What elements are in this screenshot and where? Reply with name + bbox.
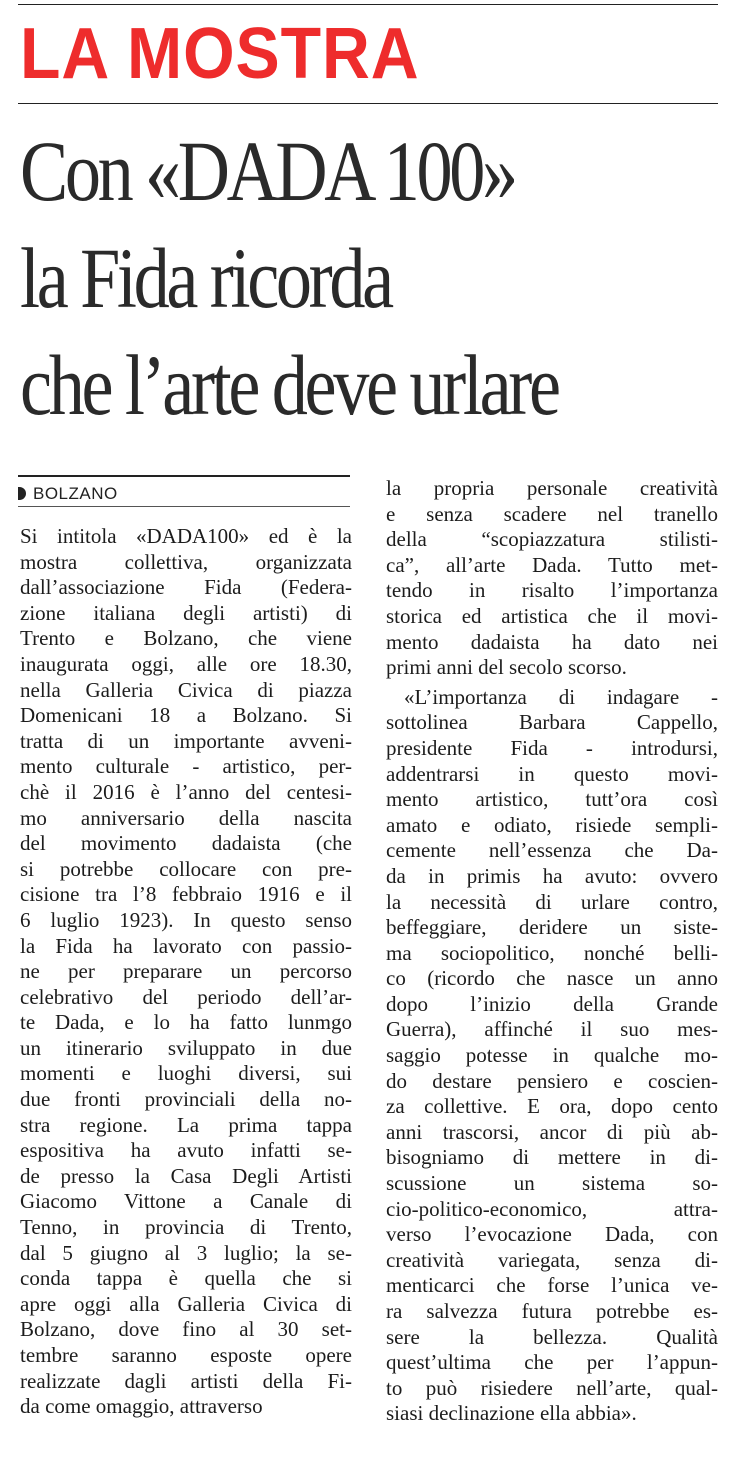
article-line: primi anni del secolo scorso. <box>386 655 627 680</box>
article-line: espositiva ha avuto infatti se- <box>20 1138 352 1163</box>
article-line: inaugurata oggi, alle ore 18.30, <box>20 651 352 676</box>
article-line: da in primis ha avuto: ovvero <box>386 863 718 888</box>
headline-line: che l’arte deve urlare <box>20 337 558 433</box>
dateline-marker-icon <box>18 487 26 500</box>
article-line: de presso la Casa Degli Artisti <box>20 1163 352 1188</box>
article-line: do destare pensiero e coscien- <box>386 1068 718 1093</box>
article-line: mo anniversario della nascita <box>20 805 352 830</box>
article-column-left <box>20 524 352 1420</box>
headline <box>20 118 734 439</box>
article-column-right <box>386 476 718 1427</box>
article-line: cio-politico-economico, attra- <box>386 1196 718 1221</box>
dateline-text: BOLZANO <box>33 484 118 503</box>
article-line: siasi declinazione ella abbia». <box>386 1401 637 1426</box>
article-line: Bolzano, dove fino al 30 set- <box>20 1317 352 1342</box>
article-line: Trento e Bolzano, che viene <box>20 626 352 651</box>
article-line: zione italiana degli artisti) di <box>20 600 352 625</box>
article-line: Domenicani 18 a Bolzano. Si <box>20 703 352 728</box>
article-line: celebrativo del periodo dell’ar- <box>20 984 352 1009</box>
article-line: Tenno, in provincia di Trento, <box>20 1215 352 1240</box>
article-line: cisione tra l’8 febbraio 1916 e il <box>20 882 352 907</box>
article-line: la Fida ha lavorato con passio- <box>20 933 352 958</box>
article-line: sottolinea Barbara Cappello, <box>386 710 718 735</box>
article-line: ma sociopolitico, nonché belli- <box>386 940 718 965</box>
article-line: 6 luglio 1923). In questo senso <box>20 907 352 932</box>
article-line: presidente Fida - introdursi, <box>386 735 718 760</box>
article-line: amato e odiato, risiede sempli- <box>386 812 718 837</box>
article-line: realizzate dagli artisti della Fi- <box>20 1368 352 1393</box>
top-rule <box>18 4 718 5</box>
article-line: bisogniamo di mettere in di- <box>386 1145 718 1170</box>
article-line: tendo in risalto l’importanza <box>386 578 718 603</box>
article-line: menticarci che forse l’unica ve- <box>386 1273 718 1298</box>
article-line: saggio potesse in qualche mo- <box>386 1043 718 1068</box>
article-line: to può risiedere nell’arte, qual- <box>386 1375 718 1400</box>
article-line: addentrarsi in questo movi- <box>386 761 718 786</box>
article-line: Si intitola «DADA100» ed è la <box>20 524 352 548</box>
article-line: mento culturale - artistico, per- <box>20 754 352 779</box>
dateline-rule-bottom <box>18 506 350 507</box>
section-label: LA MOSTRA <box>20 14 420 94</box>
article-line: tratta di un importante avveni- <box>20 728 352 753</box>
article-line: beffeggiare, deridere un siste- <box>386 915 718 940</box>
article-line: due fronti provinciali della no- <box>20 1087 352 1112</box>
article-line: la necessità di urlare contro, <box>386 889 718 914</box>
article-line: dall’associazione Fida (Federa- <box>20 575 352 600</box>
article-line: mostra collettiva, organizzata <box>20 549 352 574</box>
article-line: te Dada, e lo ha fatto lunmgo <box>20 1010 352 1035</box>
article-line: un itinerario sviluppato in due <box>20 1035 352 1060</box>
article-line: la propria personale creatività <box>386 476 718 500</box>
article-line: Giacomo Vittone a Canale di <box>20 1189 352 1214</box>
article-line: nella Galleria Civica di piazza <box>20 677 352 702</box>
article-line: verso l’evocazione Dada, con <box>386 1222 718 1247</box>
article-line: cemente nell’essenza che Da- <box>386 838 718 863</box>
article-line: ne per preparare un percorso <box>20 959 352 984</box>
section-rule <box>18 103 718 104</box>
article-line: apre oggi alla Galleria Civica di <box>20 1291 352 1316</box>
article-line: creatività variegata, senza di- <box>386 1247 718 1272</box>
article-line: mento artistico, tutt’ora così <box>386 787 718 812</box>
article-line: momenti e luoghi diversi, sui <box>20 1061 352 1086</box>
article-line: della “scopiazzatura stilisti- <box>386 527 718 552</box>
article-line: conda tappa è quella che si <box>20 1266 352 1291</box>
article-line: Guerra), affinché il suo mes- <box>386 1017 718 1042</box>
article-line: chè il 2016 è l’anno del centesi- <box>20 779 352 804</box>
article-line: za collettive. E ora, dopo cento <box>386 1094 718 1119</box>
dateline <box>18 483 118 505</box>
article-line: ra salvezza futura potrebbe es- <box>386 1299 718 1323</box>
article-line: anni trascorsi, ancor di più ab- <box>386 1119 718 1144</box>
article-line: tembre saranno esposte opere <box>20 1343 352 1367</box>
article-line: dal 5 giugno al 3 luglio; la se- <box>20 1240 352 1265</box>
article-line: stra regione. La prima tappa <box>20 1112 352 1137</box>
article-line: da come omaggio, attraverso <box>20 1394 263 1419</box>
article-line: si potrebbe collocare con pre- <box>20 856 352 881</box>
article-line: mento dadaista ha dato nei <box>386 629 718 654</box>
article-line: e senza scadere nel tranello <box>386 501 718 526</box>
article-line: dopo l’inizio della Grande <box>386 991 718 1016</box>
article-line: «L’importanza di indagare - <box>404 684 718 709</box>
headline-line: la Fida ricorda <box>20 230 391 326</box>
article-line: quest’ultima che per l’appun- <box>386 1350 718 1375</box>
headline-line: Con «DADA 100» <box>20 123 515 219</box>
article-line: sere la bellezza. Qualità <box>386 1324 718 1349</box>
dateline-rule <box>18 475 350 477</box>
article-line: del movimento dadaista (che <box>20 831 352 856</box>
article-line: co (ricordo che nasce un anno <box>386 966 718 991</box>
article-line: scussione un sistema so- <box>386 1171 718 1196</box>
article-line: storica ed artistica che il movi- <box>386 603 718 628</box>
article-line: ca”, all’arte Dada. Tutto met- <box>386 552 718 577</box>
